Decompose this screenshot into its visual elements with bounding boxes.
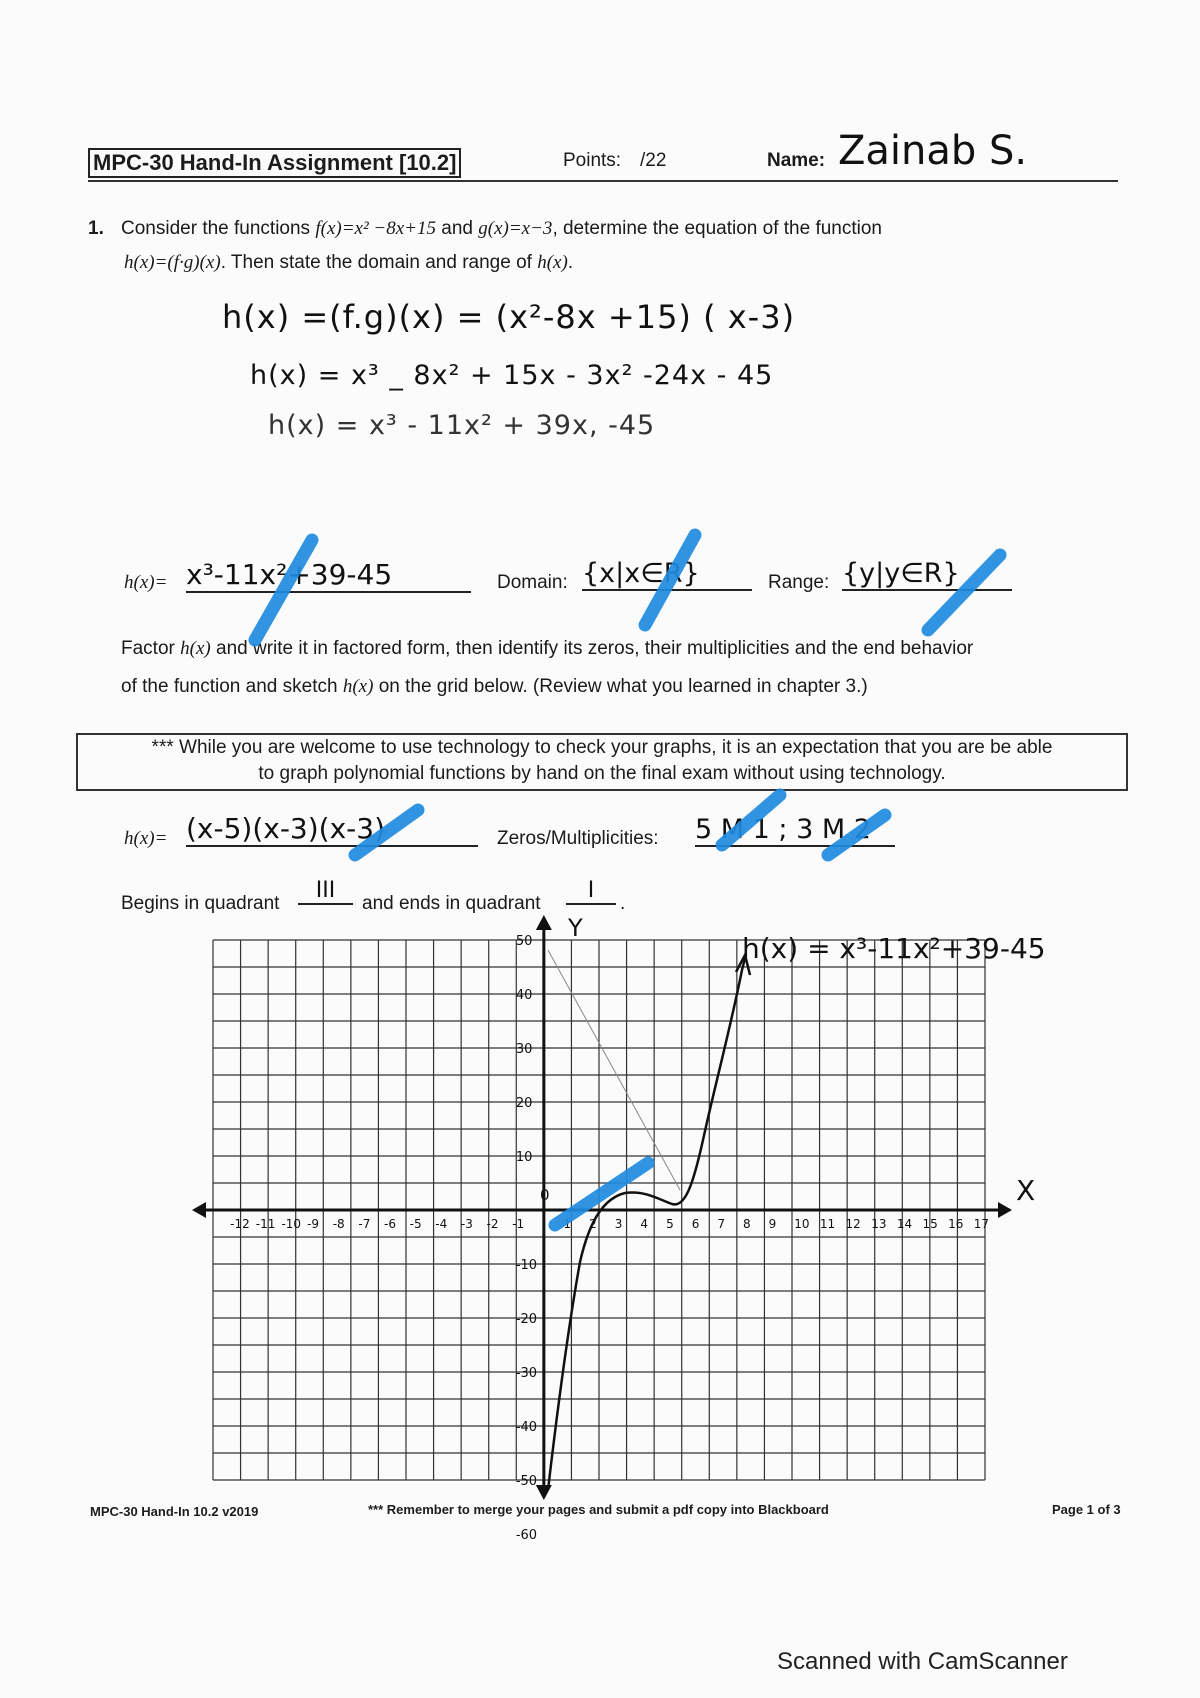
g-definition: g(x)=x−3: [478, 218, 553, 239]
x-tick-label: -6: [384, 1217, 396, 1231]
x-tick-label: 16: [948, 1217, 964, 1231]
x-tick-labels: [230, 1217, 989, 1231]
grade-mark-h: [255, 540, 312, 640]
x-tick-label: 2: [589, 1217, 597, 1231]
x-tick-label: 7: [717, 1217, 725, 1231]
x-tick-label: 13: [871, 1217, 887, 1231]
student-name: Zainab S.: [838, 128, 1028, 174]
x-tick-label: 10: [794, 1217, 810, 1231]
f-definition: f(x)=x² −8x+15: [315, 218, 436, 239]
h-answer: x³-11x²+39-45: [186, 558, 471, 593]
assignment-title: MPC-30 Hand-In Assignment [10.2]: [88, 148, 461, 178]
grade-mark-factored: [355, 810, 418, 855]
range-label: Range:: [768, 572, 830, 593]
x-tick-label: -3: [460, 1217, 473, 1231]
x-tick-label: 5: [666, 1217, 674, 1231]
x-tick-label: -12: [230, 1217, 250, 1231]
x-tick-label: 11: [819, 1217, 836, 1231]
x-tick-label: -4: [435, 1217, 448, 1231]
prompt-text: Consider the functions: [121, 218, 311, 239]
prompt-text: Factor: [121, 638, 175, 659]
x-tick-label: 3: [614, 1217, 623, 1231]
h-reference: h(x): [180, 638, 211, 659]
ends-value: I: [566, 878, 616, 905]
factored-label: h(x)=: [124, 828, 168, 849]
prompt-text: . Then state the domain and range of: [220, 252, 532, 273]
h-reference: h(x): [342, 676, 374, 697]
notice-line-1: *** While you are welcome to use technology to check your graphs, it is an expectation that you are be able: [151, 737, 1053, 758]
zeros-label: Zeros/Multiplicities:: [497, 828, 659, 849]
y-tick-label: 10: [515, 1150, 533, 1165]
x-tick-label: -8: [332, 1217, 345, 1231]
y-tick-label: 40: [515, 988, 533, 1003]
prompt-text: of the function and sketch: [121, 676, 338, 697]
x-axis-letter: X: [1016, 1174, 1036, 1207]
x-axis-left-arrow-icon: [192, 1202, 206, 1218]
prompt-period: .: [567, 252, 574, 273]
zeros-answer: 5 M 1 ; 3 M 2: [695, 814, 895, 847]
y-tick-label: 20: [515, 1096, 533, 1111]
begins-label: Begins in quadrant: [121, 893, 280, 914]
domain-answer: {x|x∈R}: [582, 558, 752, 591]
origin-label: 0: [540, 1186, 550, 1204]
scanner-watermark: Scanned with CamScanner: [777, 1648, 1068, 1675]
y-tick-label: -20: [515, 1312, 538, 1327]
x-tick-label: 6: [691, 1217, 700, 1231]
notice-line-2: to graph polynomial functions by hand on the final exam without using technology.: [258, 763, 946, 784]
h-answer-label: h(x)=: [124, 572, 168, 593]
curve-label: h(x) = x³-11x²+39-45: [742, 932, 1046, 965]
y-tick-label: 30: [515, 1042, 533, 1057]
footer-page-number: Page 1 of 3: [1052, 1502, 1121, 1517]
end-period: .: [620, 893, 626, 914]
footer-version: MPC-30 Hand-In 10.2 v2019: [90, 1504, 259, 1519]
h-definition: h(x)=(f·g)(x): [124, 252, 221, 273]
question-number: 1.: [88, 218, 104, 239]
y-tick-label: -10: [515, 1258, 538, 1273]
factored-answer: (x-5)(x-3)(x-3): [186, 812, 478, 847]
grade-mark-domain: [645, 535, 695, 625]
x-tick-label: -2: [486, 1217, 499, 1231]
x-tick-label: 17: [973, 1217, 990, 1231]
x-tick-label: -10: [281, 1217, 302, 1231]
x-tick-label: 4: [640, 1217, 649, 1231]
work-line-1: h(x) =(f.g)(x) = (x²-8x +15) ( x-3): [222, 298, 796, 336]
x-axis-right-arrow-icon: [998, 1202, 1012, 1218]
y-axis-up-arrow-icon: [536, 915, 552, 930]
grade-mark-zeros-1: [722, 795, 780, 845]
grade-mark-range: [928, 555, 1000, 630]
range-answer: {y|y∈R}: [842, 558, 1012, 591]
x-tick-label: 8: [742, 1217, 751, 1231]
prompt-and: and: [441, 218, 473, 239]
x-tick-label: 14: [896, 1217, 913, 1231]
y-tick-label: -60: [515, 1528, 538, 1543]
prompt-text: and write it in factored form, then identify its zeros, their multiplicities and the end behavior: [216, 638, 974, 659]
begins-value: III: [298, 878, 353, 905]
x-tick-label: -7: [358, 1217, 371, 1231]
x-tick-label: -5: [409, 1217, 422, 1231]
work-line-2: h(x) = x³ _ 8x² + 15x - 3x² -24x - 45: [250, 360, 774, 391]
x-tick-label: -1: [512, 1217, 525, 1231]
pencil-guide-line: [548, 950, 680, 1190]
x-tick-label: 1: [563, 1217, 572, 1231]
domain-label: Domain:: [497, 572, 568, 593]
grade-mark-graph: [555, 1163, 648, 1225]
grade-mark-zeros-2: [828, 815, 885, 855]
x-tick-label: -11: [255, 1217, 276, 1231]
h-reference: h(x): [537, 252, 568, 273]
prompt-text: , determine the equation of the function: [552, 218, 882, 239]
name-label: Name:: [767, 150, 826, 171]
x-tick-label: 9: [768, 1217, 777, 1231]
y-tick-label: -30: [515, 1366, 538, 1381]
points-label: Points:: [563, 150, 622, 171]
x-tick-label: 15: [922, 1217, 938, 1231]
y-tick-label: -40: [515, 1420, 538, 1435]
prompt-text: on the grid below. (Review what you learned in chapter 3.): [378, 676, 868, 697]
points-value: /22: [640, 150, 667, 171]
footer-reminder: *** Remember to merge your pages and submit a pdf copy into Blackboard: [368, 1502, 829, 1517]
x-tick-label: 12: [845, 1217, 861, 1231]
x-tick-label: -9: [307, 1217, 320, 1231]
y-axis-letter: Y: [568, 914, 583, 942]
y-tick-labels: [516, 934, 537, 1543]
y-tick-label: -50: [515, 1474, 538, 1489]
y-tick-label: 50: [515, 934, 533, 949]
work-line-3: h(x) = x³ - 11x² + 39x, -45: [268, 410, 656, 441]
ends-label: and ends in quadrant: [362, 893, 541, 914]
